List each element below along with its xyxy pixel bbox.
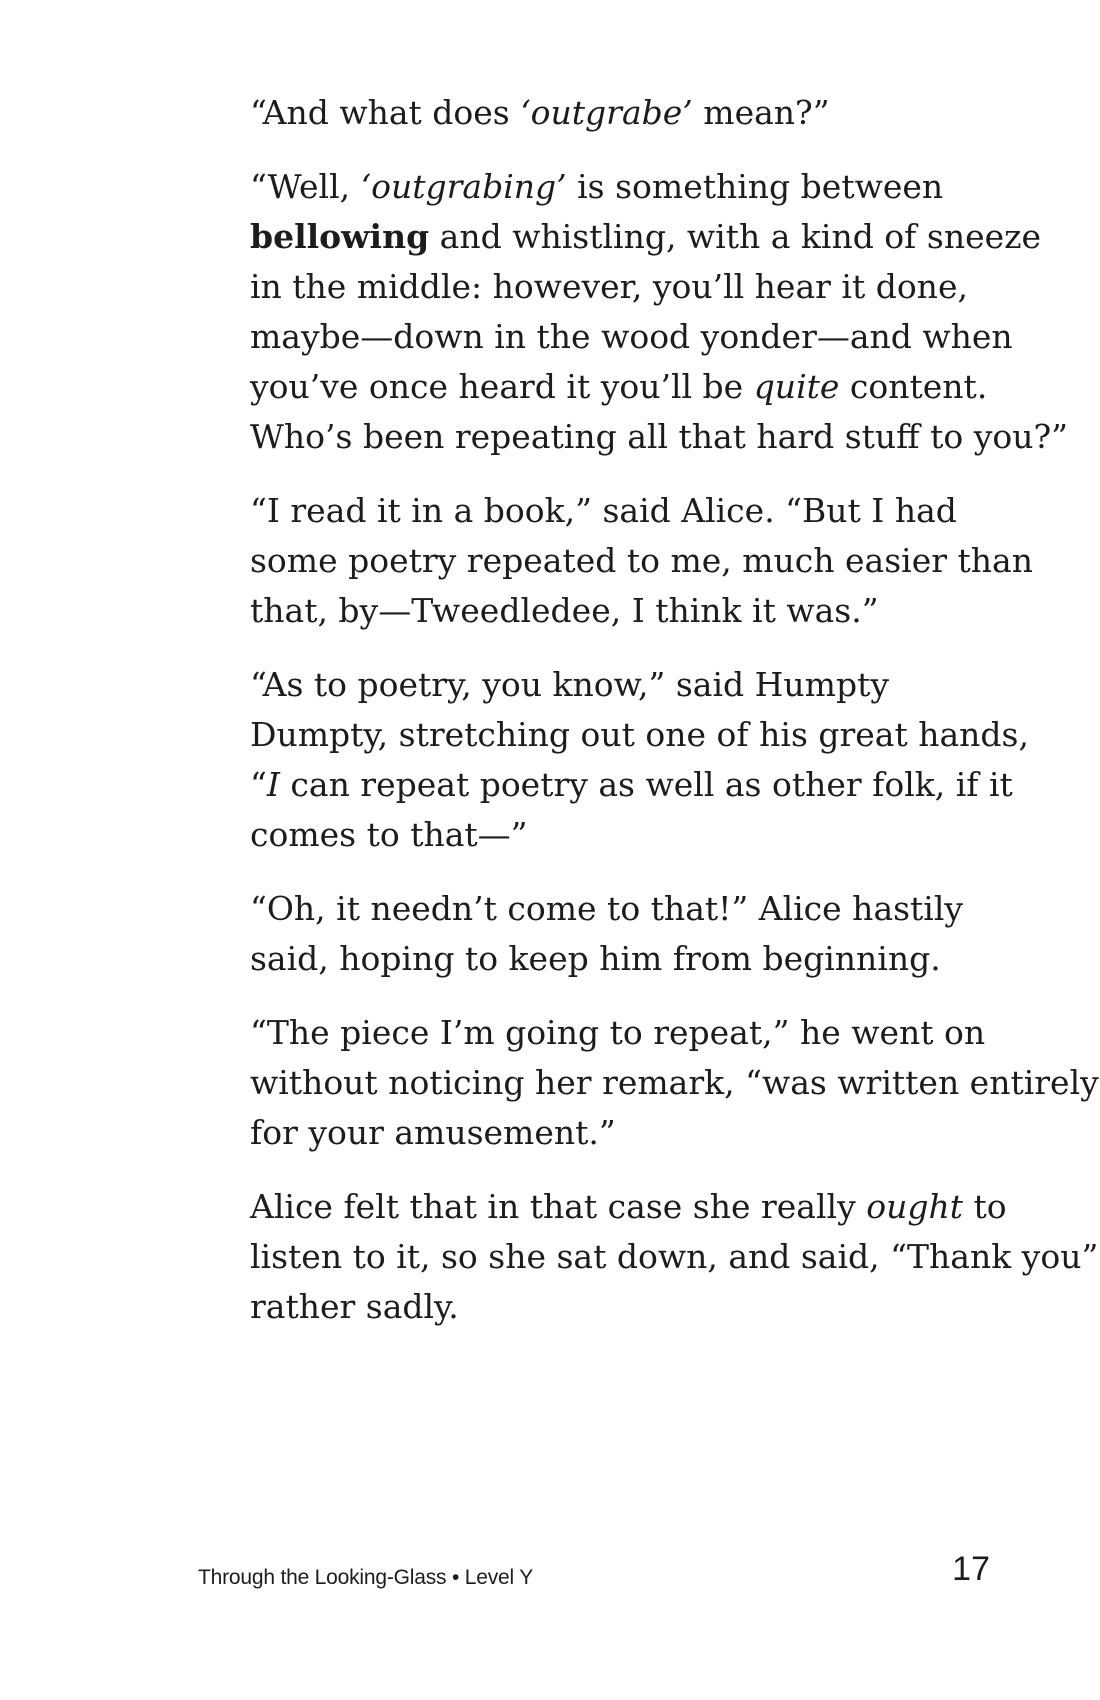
footer-book-title: Through the Looking-Glass • Level Y	[198, 1566, 533, 1589]
text-line	[250, 1013, 985, 1052]
text-run: in the middle: however, you’ll hear it done,	[250, 267, 968, 306]
text-run: you’ve once heard it you’ll be	[250, 367, 754, 406]
text-run: content.	[839, 367, 988, 406]
text-run: and whistling, with a kind of sneeze	[429, 217, 1042, 256]
text-line	[198, 810, 998, 860]
italic-text: ‘outgrabing’	[360, 167, 567, 206]
paragraph	[198, 884, 998, 984]
text-line	[198, 1108, 998, 1158]
text-run: rather sadly.	[250, 1287, 459, 1326]
text-line	[198, 1232, 1099, 1282]
text-run: can repeat poetry as well as other folk, if it	[279, 765, 1013, 804]
text-run: “The piece I’m going to repeat,” he went on	[250, 1013, 986, 1052]
text-line	[198, 1282, 998, 1332]
text-line	[198, 312, 1013, 362]
text-run: Alice felt that in that case she really	[250, 1187, 867, 1226]
text-run: “Well,	[250, 167, 361, 206]
text-run: said, hoping to keep him from beginning.	[250, 939, 941, 978]
text-run: without noticing her remark, “was written entirely	[250, 1063, 1099, 1102]
text-run: is something between	[566, 167, 944, 206]
italic-text: ‘outgrabe’	[520, 93, 693, 132]
italic-text: ought	[866, 1187, 963, 1226]
paragraph	[198, 1008, 1099, 1158]
text-line	[198, 760, 1013, 810]
text-line	[250, 889, 963, 928]
text-line	[198, 1058, 1099, 1108]
page-number: 17	[952, 1550, 990, 1588]
paragraph	[198, 162, 1069, 462]
text-line	[198, 586, 998, 636]
text-run: maybe—down in the wood yonder—and when	[250, 317, 1013, 356]
bold-vocabulary-word: bellowing	[250, 217, 430, 256]
text-run: comes to that—”	[250, 815, 528, 854]
text-run: that, by—Tweedledee, I think it was.”	[250, 591, 879, 630]
text-line	[198, 710, 1029, 760]
text-run: Who’s been repeating all that hard stuff to you?”	[250, 417, 1069, 456]
text-line	[250, 491, 957, 530]
text-line	[198, 412, 1069, 462]
text-line	[250, 167, 943, 206]
text-line	[198, 934, 998, 984]
italic-text: quite	[753, 367, 840, 406]
text-run: some poetry repeated to me, much easier than	[250, 541, 1033, 580]
paragraph	[198, 88, 998, 138]
paragraph	[198, 1182, 1099, 1332]
text-line	[250, 1187, 1007, 1226]
text-line	[250, 93, 830, 132]
text-run: “Oh, it needn’t come to that!” Alice hastily	[250, 889, 964, 928]
text-run: “	[250, 765, 267, 804]
text-line	[198, 212, 1042, 262]
paragraph	[198, 660, 1029, 860]
text-run: for your amusement.”	[250, 1113, 616, 1152]
text-line	[198, 262, 998, 312]
text-line	[250, 665, 889, 704]
text-run: Dumpty, stretching out one of his great hands,	[250, 715, 1029, 754]
story-text	[198, 88, 1099, 1356]
text-line	[198, 362, 998, 412]
text-run: mean?”	[692, 93, 830, 132]
text-run: “And what does	[250, 93, 521, 132]
text-run: “As to poetry, you know,” said Humpty	[250, 665, 889, 704]
text-line	[198, 536, 1033, 586]
text-run: listen to it, so she sat down, and said, “Thank you”	[250, 1237, 1099, 1276]
text-run: to	[962, 1187, 1007, 1226]
text-run: “I read it in a book,” said Alice. “But I had	[250, 491, 957, 530]
paragraph	[198, 486, 1033, 636]
italic-text: I	[266, 765, 280, 804]
